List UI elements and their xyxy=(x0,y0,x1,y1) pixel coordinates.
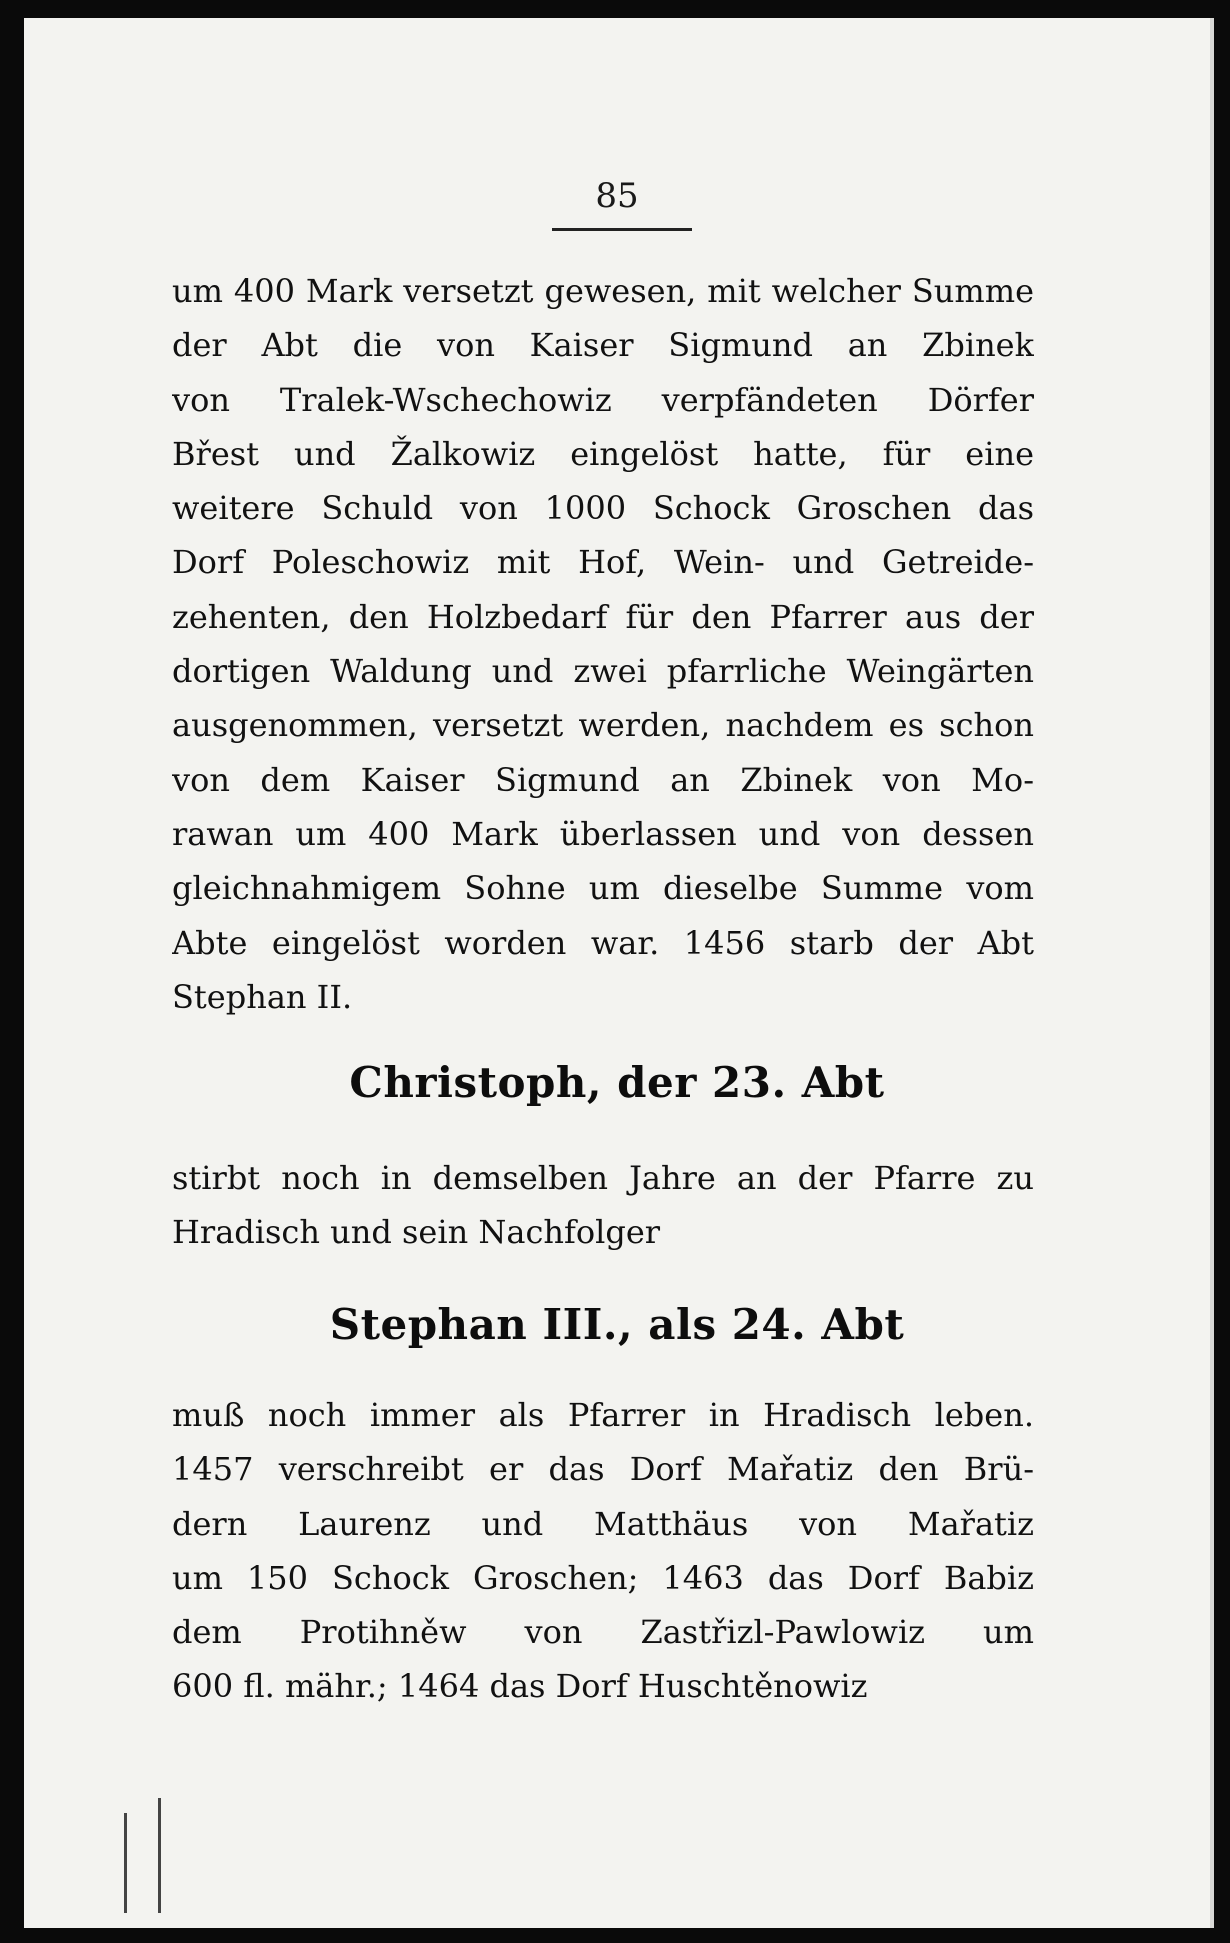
text-line: Břest und Žalkowiz eingelöst hatte, für eine xyxy=(172,434,1034,473)
page-number-rule xyxy=(552,228,692,231)
text-line: ausgenommen, versetzt werden, nachdem es schon xyxy=(172,706,1034,745)
text-line: dern Laurenz und Matthäus von Mařatiz xyxy=(172,1504,1034,1543)
text-line: Dorf Poleschowiz mit Hof, Wein- und Getreide- xyxy=(172,543,1034,582)
paragraph-3 xyxy=(172,1388,1034,1714)
text-line: 1457 verschreibt er das Dorf Mařatiz den Brü- xyxy=(172,1450,1034,1489)
text-line: Hradisch und sein Nachfolger xyxy=(172,1213,661,1252)
margin-mark xyxy=(158,1798,161,1913)
text-line: 600 fl. mähr.; 1464 das Dorf Huschtěnowiz xyxy=(172,1667,868,1706)
text-line: der Abt die von Kaiser Sigmund an Zbinek xyxy=(172,326,1034,365)
section-heading-christoph: Christoph, der 23. Abt xyxy=(349,1058,885,1107)
paragraph-1 xyxy=(172,264,1034,1024)
page-number: 85 xyxy=(595,176,639,216)
text-line: rawan um 400 Mark überlassen und von dessen xyxy=(172,814,1034,853)
text-line: weitere Schuld von 1000 Schock Groschen das xyxy=(172,489,1034,528)
book-page xyxy=(24,18,1214,1928)
text-line: dem Protihněw von Zastřizl-Pawlowiz um xyxy=(172,1613,1034,1652)
text-line: um 150 Schock Groschen; 1463 das Dorf Babiz xyxy=(172,1558,1034,1597)
text-line: Stephan II. xyxy=(172,977,353,1016)
section-heading-stephan-iii: Stephan III., als 24. Abt xyxy=(329,1300,905,1349)
text-line: muß noch immer als Pfarrer in Hradisch leben. xyxy=(172,1396,1034,1434)
text-line: um 400 Mark versetzt gewesen, mit welcher Summe xyxy=(172,272,1034,310)
text-line: von Tralek-Wschechowiz verpfändeten Dörfer xyxy=(172,380,1034,419)
text-line: Abte eingelöst worden war. 1456 starb der Abt xyxy=(172,923,1034,962)
text-line: zehenten, den Holzbedarf für den Pfarrer aus der xyxy=(172,597,1034,636)
text-line: dortigen Waldung und zwei pfarrliche Weingärten xyxy=(172,652,1034,691)
text-line: gleichnahmigem Sohne um dieselbe Summe vom xyxy=(172,869,1034,908)
text-line: von dem Kaiser Sigmund an Zbinek von Mo- xyxy=(172,760,1034,799)
text-line: stirbt noch in demselben Jahre an der Pfarre zu xyxy=(172,1159,1034,1197)
paragraph-2 xyxy=(172,1151,1034,1260)
margin-mark xyxy=(124,1813,127,1913)
